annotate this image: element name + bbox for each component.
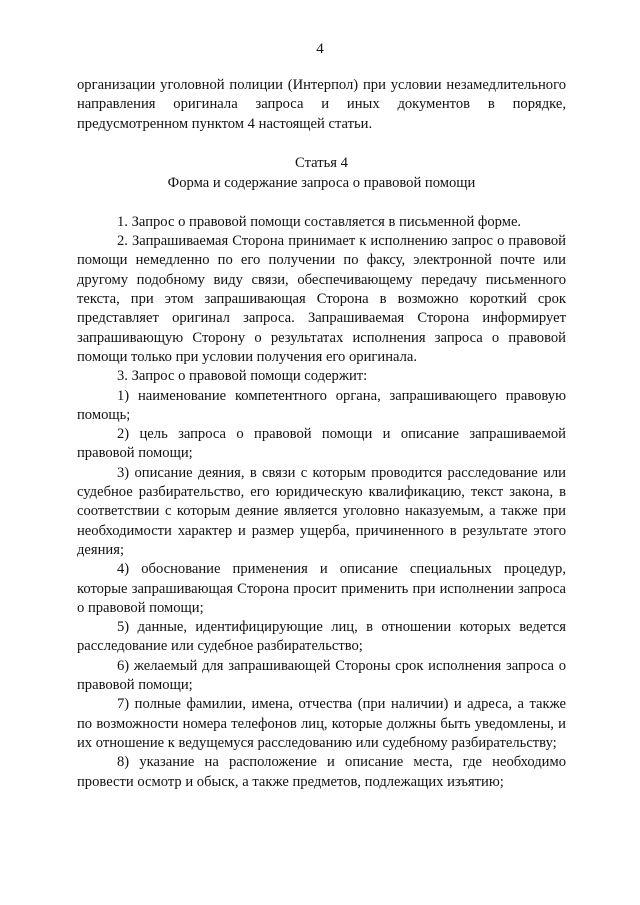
article-number: Статья 4 [295, 154, 348, 171]
article-title: Форма и содержание запроса о правовой помощи [167, 174, 476, 191]
list-item-2: 2) цель запроса о правовой помощи и описание запрашиваемой правовой помощи; [77, 426, 566, 462]
document-body [77, 76, 566, 792]
list-item-8: 8) указание на расположение и описание места, где необходимо провести осмотр и обыск, а также предметов, подлежащих изъятию; [77, 754, 566, 790]
list-item-4: 4) обоснование применения и описание специальных процедур, которые запрашивающая Сторона просит применить при исполнении запроса о правовой помощи; [77, 561, 566, 616]
intro-paragraph: организации уголовной полиции (Интерпол) при условии незамедлительного направления оригинала запроса и иных документов в порядке, предусмотренном пунктом 4 настоящей статьи. [77, 77, 566, 132]
list-item-7: 7) полные фамилии, имена, отчества (при наличии) и адреса, а также по возможности номера телефонов лиц, которые должны быть уведомлены, и их отношение к ведущемуся расследованию или судебному разбирательству; [77, 696, 566, 751]
list-item-5: 5) данные, идентифицирующие лиц, в отношении которых ведется расследование или судебное разбирательство; [77, 619, 566, 655]
paragraph-1: 1. Запрос о правовой помощи составляется в письменной форме. [117, 213, 522, 230]
paragraph-3: 3. Запрос о правовой помощи содержит: [117, 368, 368, 385]
list-item-1: 1) наименование компетентного органа, запрашивающего правовую помощь; [77, 387, 566, 423]
page-number: 4 [316, 41, 324, 57]
list-item-6: 6) желаемый для запрашивающей Стороны срок исполнения запроса о правовой помощи; [77, 657, 566, 694]
paragraph-2: 2. Запрашиваемая Сторона принимает к исполнению запрос о правовой помощи немедленно по его получении по факсу, электронной почте или другому подобному виду связи, обеспечивающему передачу письменного текста, при этом запрашивающая Сторона в возможно короткий срок представляет оригинал запроса. Запрашиваемая Сторона информирует запрашивающую Сторону о результатах исполнения запроса о правовой помощи только при условии получения его оригинала. [77, 233, 566, 365]
list-item-3: 3) описание деяния, в связи с которым проводится расследование или судебное разбирательство, его юридическую квалификацию, текст закона, в соответствии с которым деяние является уголовно наказуемым, а также при необходимости характер и размер ущерба, причиненного в результате этого деяния; [77, 464, 566, 558]
article-heading [77, 153, 566, 193]
